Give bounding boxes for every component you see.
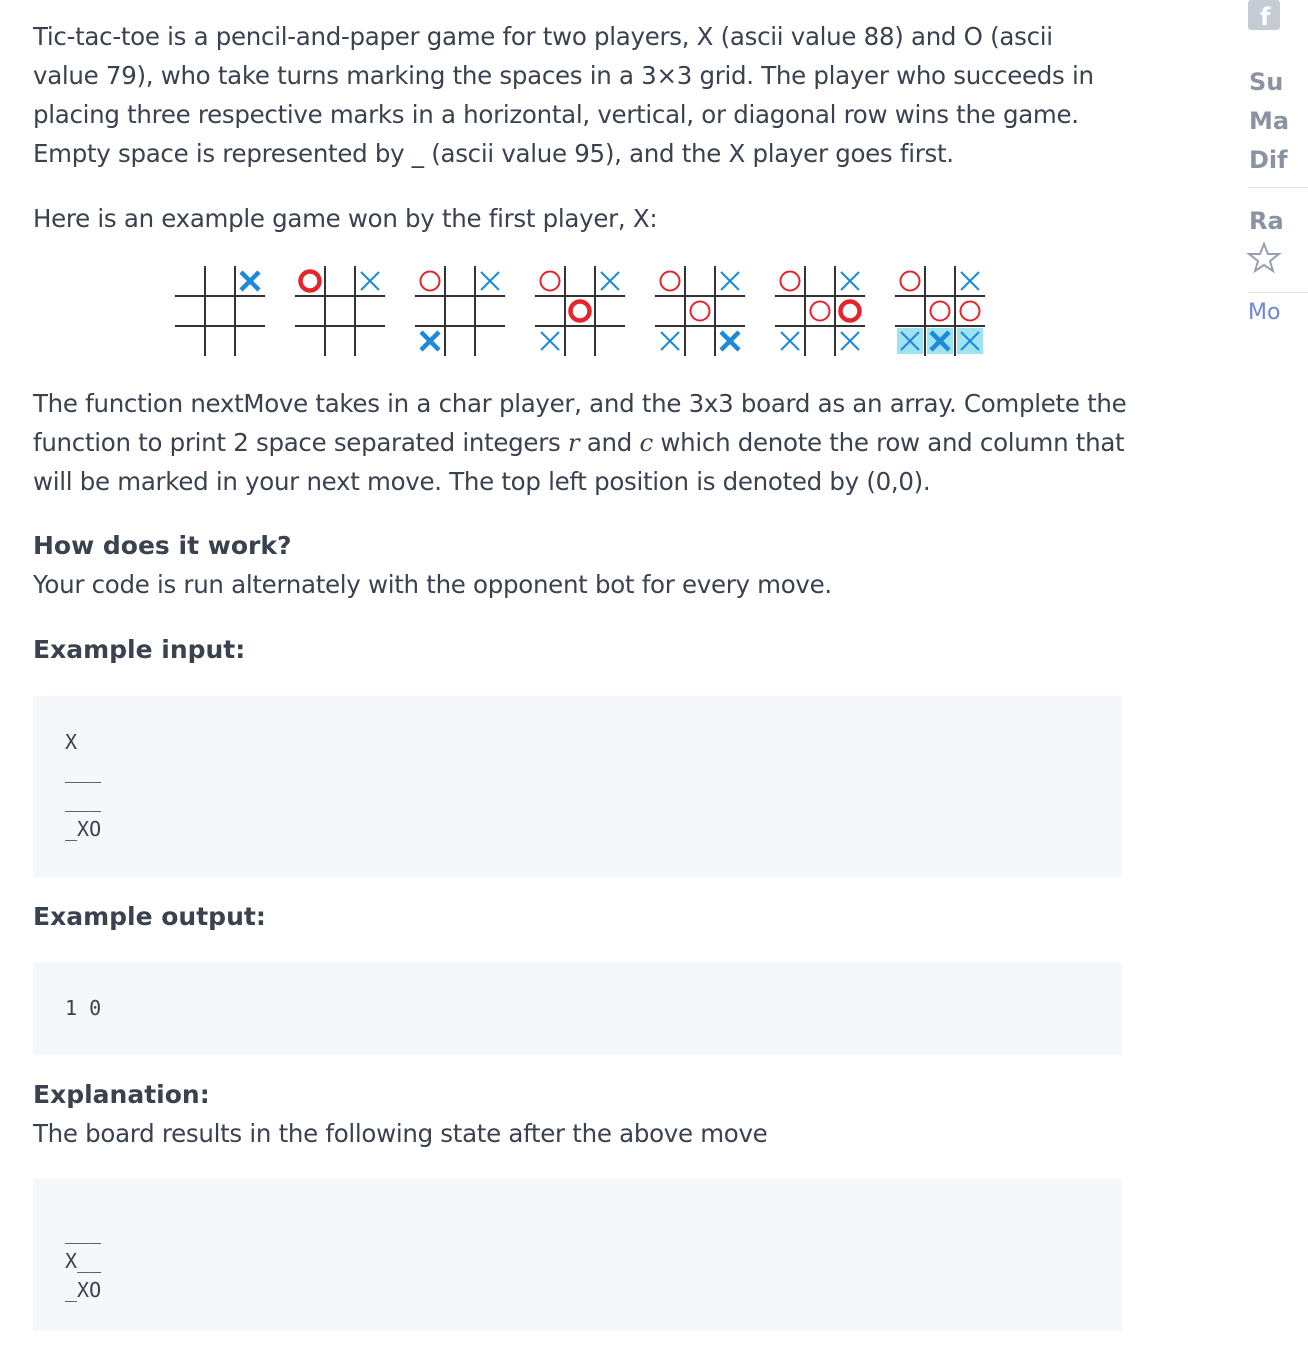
o-mark <box>841 302 860 321</box>
o-mark <box>811 302 830 321</box>
explanation-board-code[interactable] <box>33 1179 1122 1331</box>
sidebar-divider <box>1248 292 1308 293</box>
game-board <box>295 266 385 356</box>
example-output-code[interactable] <box>33 962 1122 1055</box>
sidebar-more-link[interactable]: Mo <box>1248 300 1281 325</box>
game-board <box>415 266 505 356</box>
sidebar-label-max-score: Ma <box>1249 107 1290 135</box>
o-mark <box>781 272 800 291</box>
code-line: ___ <box>65 788 102 812</box>
game-board <box>535 266 625 356</box>
sidebar-label-rate: Ra <box>1249 207 1284 235</box>
code-line: _XO <box>65 1278 102 1302</box>
example-game-caption: Here is an example game won by the first player, X: <box>33 204 658 233</box>
o-mark <box>961 302 980 321</box>
code-line: X <box>65 730 78 754</box>
game-board <box>655 266 745 356</box>
star-icon[interactable] <box>1248 242 1280 273</box>
example-input-heading: Example input: <box>33 635 246 664</box>
facebook-icon[interactable]: f <box>1248 0 1280 30</box>
how-text: Your code is run alternately with the opponent bot for every move. <box>33 570 832 599</box>
sidebar-label-difficulty: Dif <box>1249 146 1288 174</box>
code-line: X__ <box>65 1249 102 1273</box>
code-line: 1 0 <box>65 996 102 1020</box>
game-board <box>775 266 865 356</box>
explanation-text: The board results in the following state after the above move <box>33 1119 768 1148</box>
explanation-heading: Explanation: <box>33 1080 210 1109</box>
code-line: ___ <box>65 759 102 783</box>
o-mark <box>541 272 560 291</box>
sidebar-label-submissions[interactable]: Su <box>1249 68 1284 96</box>
example-game-illustration <box>171 262 1021 358</box>
sidebar-divider <box>1248 187 1308 188</box>
o-mark <box>931 302 950 321</box>
o-mark <box>301 272 320 291</box>
var-r: r <box>567 428 580 457</box>
function-desc-part-1: The function nextMove takes in a char player, and the 3x3 board as an array. Complete the function to print 2 space separated integers <box>33 389 1127 457</box>
function-desc-part-2: which denote the row and column that will be marked in your next move. The top left position is denoted by (0,0). <box>33 428 1125 496</box>
code-line: _XO <box>65 817 102 841</box>
example-output-heading: Example output: <box>33 902 266 931</box>
function-description <box>33 384 1128 501</box>
o-mark <box>571 302 590 321</box>
how-heading: How does it work? <box>33 531 292 560</box>
code-line: ___ <box>65 1220 102 1244</box>
o-mark <box>421 272 440 291</box>
game-board <box>895 266 985 356</box>
o-mark <box>691 302 710 321</box>
var-c: c <box>639 428 653 457</box>
intro-paragraph: Tic-tac-toe is a pencil-and-paper game for two players, X (ascii value 88) and O (ascii value 79), who take turns marking the spaces in a 3×3 grid. The player who succeeds in placing three respective marks in a horizontal, vertical, or diagonal row wins the game. Empty space is represented by _ (ascii value 95), and the X player goes first. <box>33 22 1094 168</box>
o-mark <box>661 272 680 291</box>
and-word: and <box>579 428 640 457</box>
o-mark <box>901 272 920 291</box>
example-input-code[interactable] <box>33 696 1122 877</box>
game-board <box>175 266 265 356</box>
